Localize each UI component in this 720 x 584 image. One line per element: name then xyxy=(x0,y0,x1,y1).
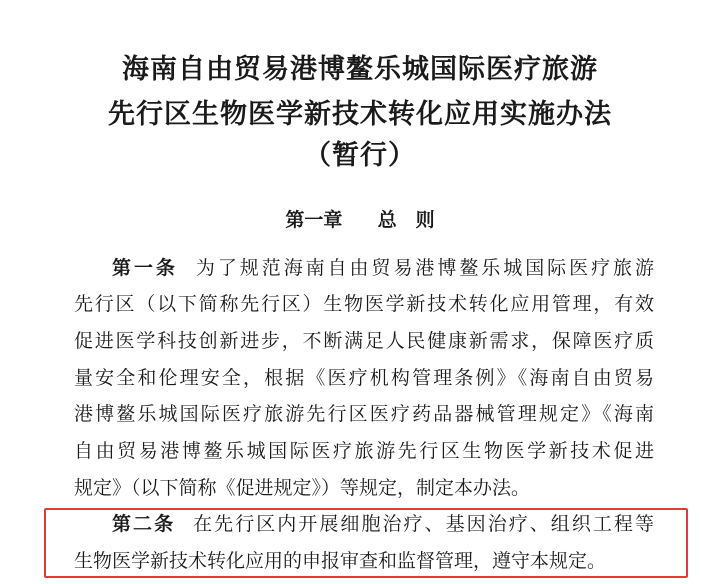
article-1-line-1 xyxy=(112,252,654,284)
chapter-heading xyxy=(0,211,720,230)
article-1-line-4: 量安全和伦理安全，根据《医疗机构管理条例》《海南自由贸易 xyxy=(74,367,654,389)
article-2-line-1 xyxy=(112,508,654,540)
article-1-line-3: 促进医学科技创新进步，不断满足人民健康新需求，保障医疗质 xyxy=(74,330,654,352)
article-2-line-2: 生物医学新技术转化应用的申报审查和监督管理，遵守本规定。 xyxy=(74,550,607,572)
document-title-line-2: 先行区生物医学新技术转化应用实施办法 xyxy=(108,99,612,130)
chapter-label: 第一章 xyxy=(285,209,343,231)
article-2-text-1: 在先行区内开展细胞治疗、基因治疗、组织工程等 xyxy=(193,513,654,535)
article-1-line-2: 先行区（以下简称先行区）生物医学新技术转化应用管理，有效 xyxy=(74,293,654,315)
document-title-line-3: （暂行） xyxy=(304,140,416,171)
document-title-line-1: 海南自由贸易港博鳌乐城国际医疗旅游 xyxy=(122,54,598,85)
chapter-name: 总 则 xyxy=(377,209,435,231)
article-1-label: 第一条 xyxy=(112,257,178,279)
article-1-text-1: 为了规范海南自由贸易港博鳌乐城国际医疗旅游 xyxy=(195,257,654,279)
article-1-line-5: 港博鳌乐城国际医疗旅游先行区医疗药品器械管理规定》《海南 xyxy=(74,403,654,425)
article-1-line-7: 规定》（以下简称《促进规定》）等规定，制定本办法。 xyxy=(74,477,531,499)
article-1-line-6: 自由贸易港博鳌乐城国际医疗旅游先行区生物医学新技术促进 xyxy=(74,440,654,462)
article-2-label: 第二条 xyxy=(112,513,176,535)
